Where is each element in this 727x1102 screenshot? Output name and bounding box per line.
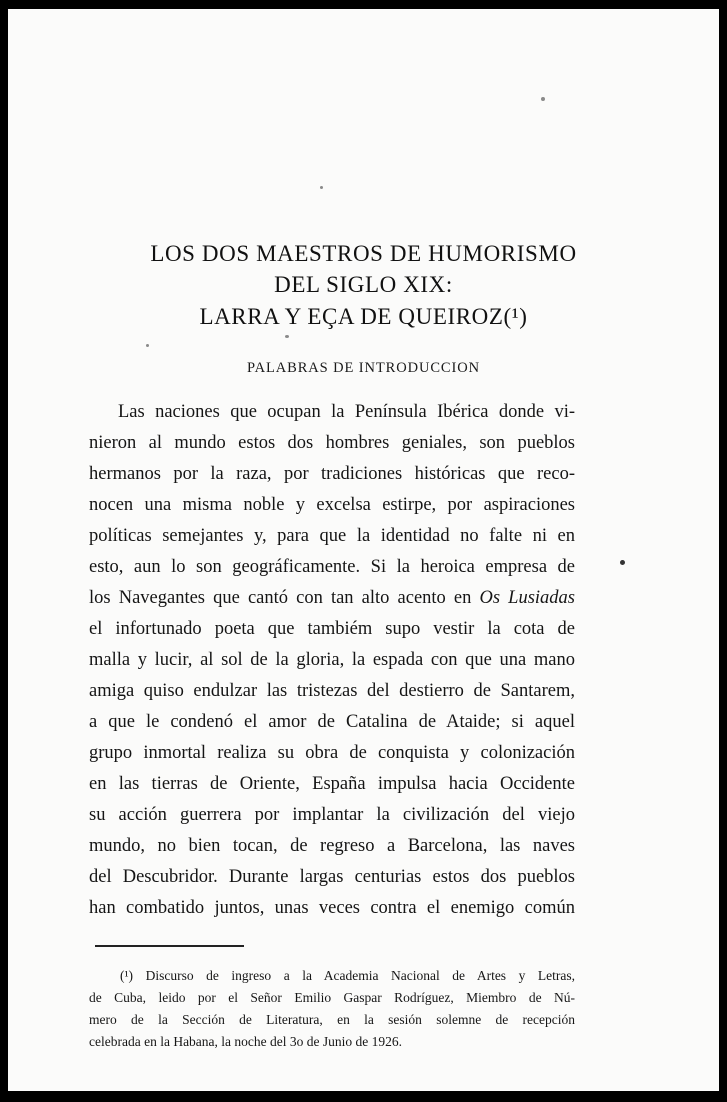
footnote-line: celebrada en la Habana, la noche del 3o de Junio de 1926. bbox=[89, 1034, 402, 1049]
body-line: nieron al mundo estos dos hombres geniales, son pueblos bbox=[89, 433, 575, 453]
body-line: nocen una misma noble y excelsa estirpe, por aspiraciones bbox=[89, 495, 575, 515]
body-line bbox=[89, 589, 575, 608]
body-line: esto, aun lo son geográficamente. Si la heroica empresa de bbox=[89, 557, 575, 577]
body-line: grupo inmortal realiza su obra de conquista y colonización bbox=[89, 743, 575, 763]
footnote-text: Discurso de ingreso a la Academia Nacional de Artes y Letras, bbox=[145, 968, 575, 983]
section-heading: PALABRAS DE INTRODUCCION bbox=[247, 360, 480, 376]
body-line: del Descubridor. Durante largas centurias estos dos pueblos bbox=[89, 867, 575, 887]
title-line-3 bbox=[8, 305, 719, 328]
scan-speck bbox=[541, 97, 545, 101]
footnote-rule bbox=[95, 945, 244, 947]
body-line: Las naciones que ocupan la Península Ibérica donde vi- bbox=[118, 402, 575, 422]
body-text: los Navegantes que cantó con tan alto acento en bbox=[89, 588, 480, 608]
footnote-marker: (¹) bbox=[120, 968, 134, 983]
body-line: políticas semejantes y, para que la identidad no falte ni en bbox=[89, 526, 575, 546]
scan-speck bbox=[620, 560, 625, 565]
footnote-line: de Cuba, leido por el Señor Emilio Gaspar Rodríguez, Miembro de Nú- bbox=[89, 990, 575, 1005]
scan-speck bbox=[146, 344, 149, 347]
title-line-1: LOS DOS MAESTROS DE HUMORISMO bbox=[150, 241, 577, 266]
title-line-2: DEL SIGLO XIX: bbox=[274, 272, 453, 297]
body-line: han combatido juntos, unas veces contra el enemigo común bbox=[89, 898, 575, 918]
scanned-page bbox=[8, 9, 719, 1091]
body-line: amiga quiso endulzar las tristezas del destierro de Santarem, bbox=[89, 681, 575, 701]
scan-speck bbox=[320, 186, 323, 189]
body-line: a que le condenó el amor de Catalina de Ataide; si aquel bbox=[89, 712, 575, 732]
body-line: hermanos por la raza, por tradiciones históricas que reco- bbox=[89, 464, 575, 484]
footnote-line bbox=[120, 969, 575, 983]
body-line: malla y lucir, al sol de la gloria, la espada con que una mano bbox=[89, 650, 575, 670]
body-line: el infortunado poeta que tambiém supo vestir la cota de bbox=[89, 619, 575, 639]
title-line-3-text: LARRA Y EÇA DE QUEIROZ bbox=[199, 304, 504, 329]
italic-title: Os Lusiadas bbox=[479, 588, 576, 608]
body-line: su acción guerrera por implantar la civilización del viejo bbox=[89, 805, 575, 825]
body-line: en las tierras de Oriente, España impulsa hacia Occidente bbox=[89, 774, 575, 794]
body-line: mundo, no bien tocan, de regreso a Barcelona, las naves bbox=[89, 836, 575, 856]
title-footnote-ref: (¹) bbox=[503, 304, 528, 329]
scan-speck bbox=[285, 335, 289, 338]
footnote-line: mero de la Sección de Literatura, en la sesión solemne de recepción bbox=[89, 1012, 575, 1027]
